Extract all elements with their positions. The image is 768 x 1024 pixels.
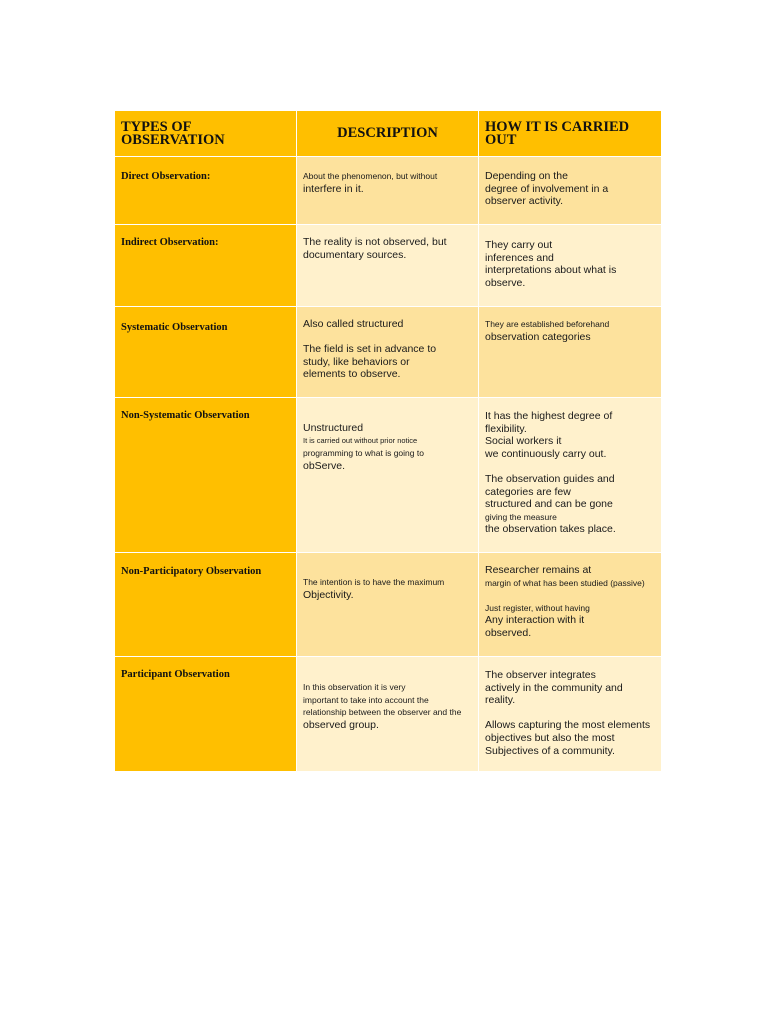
description-line: About the phenomenon, but without <box>303 171 438 181</box>
table-row <box>115 553 661 657</box>
description-cell <box>297 553 479 656</box>
description-line: Also called structured <box>303 318 404 330</box>
how-line: margin of what has been studied (passive) <box>485 577 645 588</box>
how-line: the observation takes place. <box>485 523 616 536</box>
how-line: giving the measure <box>485 511 557 522</box>
description-line: interfere in it. <box>303 182 364 195</box>
table-row <box>115 657 661 771</box>
header-types: TYPES OF OBSERVATION <box>115 111 297 156</box>
description-cell <box>297 157 479 224</box>
header-how: HOW IT IS CARRIED OUT <box>479 111 661 156</box>
how-line: actively in the community and <box>485 681 623 694</box>
type-cell: Participant Observation <box>115 657 297 771</box>
description-line: The reality is not observed, but <box>303 236 447 248</box>
table-row <box>115 225 661 307</box>
description-line: Unstructured <box>303 422 364 434</box>
how-line: observe. <box>485 276 526 289</box>
line-gap <box>485 707 661 720</box>
how-line: Just register, without having <box>485 602 590 613</box>
how-line: The observer integrates <box>485 669 596 681</box>
header-description: DESCRIPTION <box>297 111 479 156</box>
description-line: study, like behaviors or <box>303 355 410 368</box>
how-line: The observation guides and <box>485 472 615 485</box>
description-line: obServe. <box>303 459 346 472</box>
description-line: important to take into account the <box>303 694 429 705</box>
how-cell <box>479 225 661 306</box>
how-line: categories are few <box>485 485 571 498</box>
description-line: observed group. <box>303 718 379 731</box>
description-line: elements to observe. <box>303 368 401 381</box>
how-cell <box>479 398 661 552</box>
how-line: Researcher remains at <box>485 564 592 576</box>
type-cell: Non-Participatory Observation <box>115 553 297 656</box>
description-cell <box>297 657 479 771</box>
line-gap <box>485 460 661 473</box>
how-line: They carry out <box>485 239 553 251</box>
description-cell <box>297 225 479 306</box>
line-gap <box>485 589 661 602</box>
how-cell <box>479 657 661 771</box>
table-row <box>115 157 661 225</box>
description-line: Objectivity. <box>303 588 354 601</box>
how-line: observer activity. <box>485 195 563 208</box>
description-line: relationship between the observer and the <box>303 707 462 718</box>
how-line: Depending on the <box>485 170 568 182</box>
how-line: reality. <box>485 694 516 707</box>
type-cell: Indirect Observation: <box>115 225 297 306</box>
line-gap <box>303 331 478 344</box>
description-line: The field is set in advance to <box>303 343 437 356</box>
how-line: They are established beforehand <box>485 319 610 329</box>
how-line: Any interaction with it <box>485 614 585 627</box>
how-line: Social workers it <box>485 435 562 448</box>
how-line: observation categories <box>485 330 591 343</box>
how-line: flexibility. <box>485 422 527 435</box>
description-line: documentary sources. <box>303 248 407 261</box>
how-cell <box>479 553 661 656</box>
type-cell: Direct Observation: <box>115 157 297 224</box>
description-cell <box>297 307 479 397</box>
how-cell <box>479 157 661 224</box>
description-cell <box>297 398 479 552</box>
type-cell: Non-Systematic Observation <box>115 398 297 552</box>
how-line: objectives but also the most <box>485 731 615 744</box>
table-header-row <box>115 111 661 157</box>
observation-table <box>115 111 661 771</box>
description-line: programming to what is going to <box>303 448 424 459</box>
how-line: Allows capturing the most elements <box>485 719 651 732</box>
how-line: It has the highest degree of <box>485 410 613 422</box>
description-line: The intention is to have the maximum <box>303 577 445 587</box>
how-cell <box>479 307 661 397</box>
table-row <box>115 307 661 398</box>
description-line: In this observation it is very <box>303 682 406 692</box>
how-line: Subjectives of a community. <box>485 744 615 757</box>
how-line: we continuously carry out. <box>485 447 607 460</box>
how-line: observed. <box>485 626 532 639</box>
table-row <box>115 398 661 553</box>
how-line: inferences and <box>485 251 554 264</box>
type-cell: Systematic Observation <box>115 307 297 397</box>
how-line: structured and can be gone <box>485 498 613 511</box>
how-line: degree of involvement in a <box>485 182 609 195</box>
description-line: It is carried out without prior notice <box>303 435 418 445</box>
how-line: interpretations about what is <box>485 264 617 277</box>
